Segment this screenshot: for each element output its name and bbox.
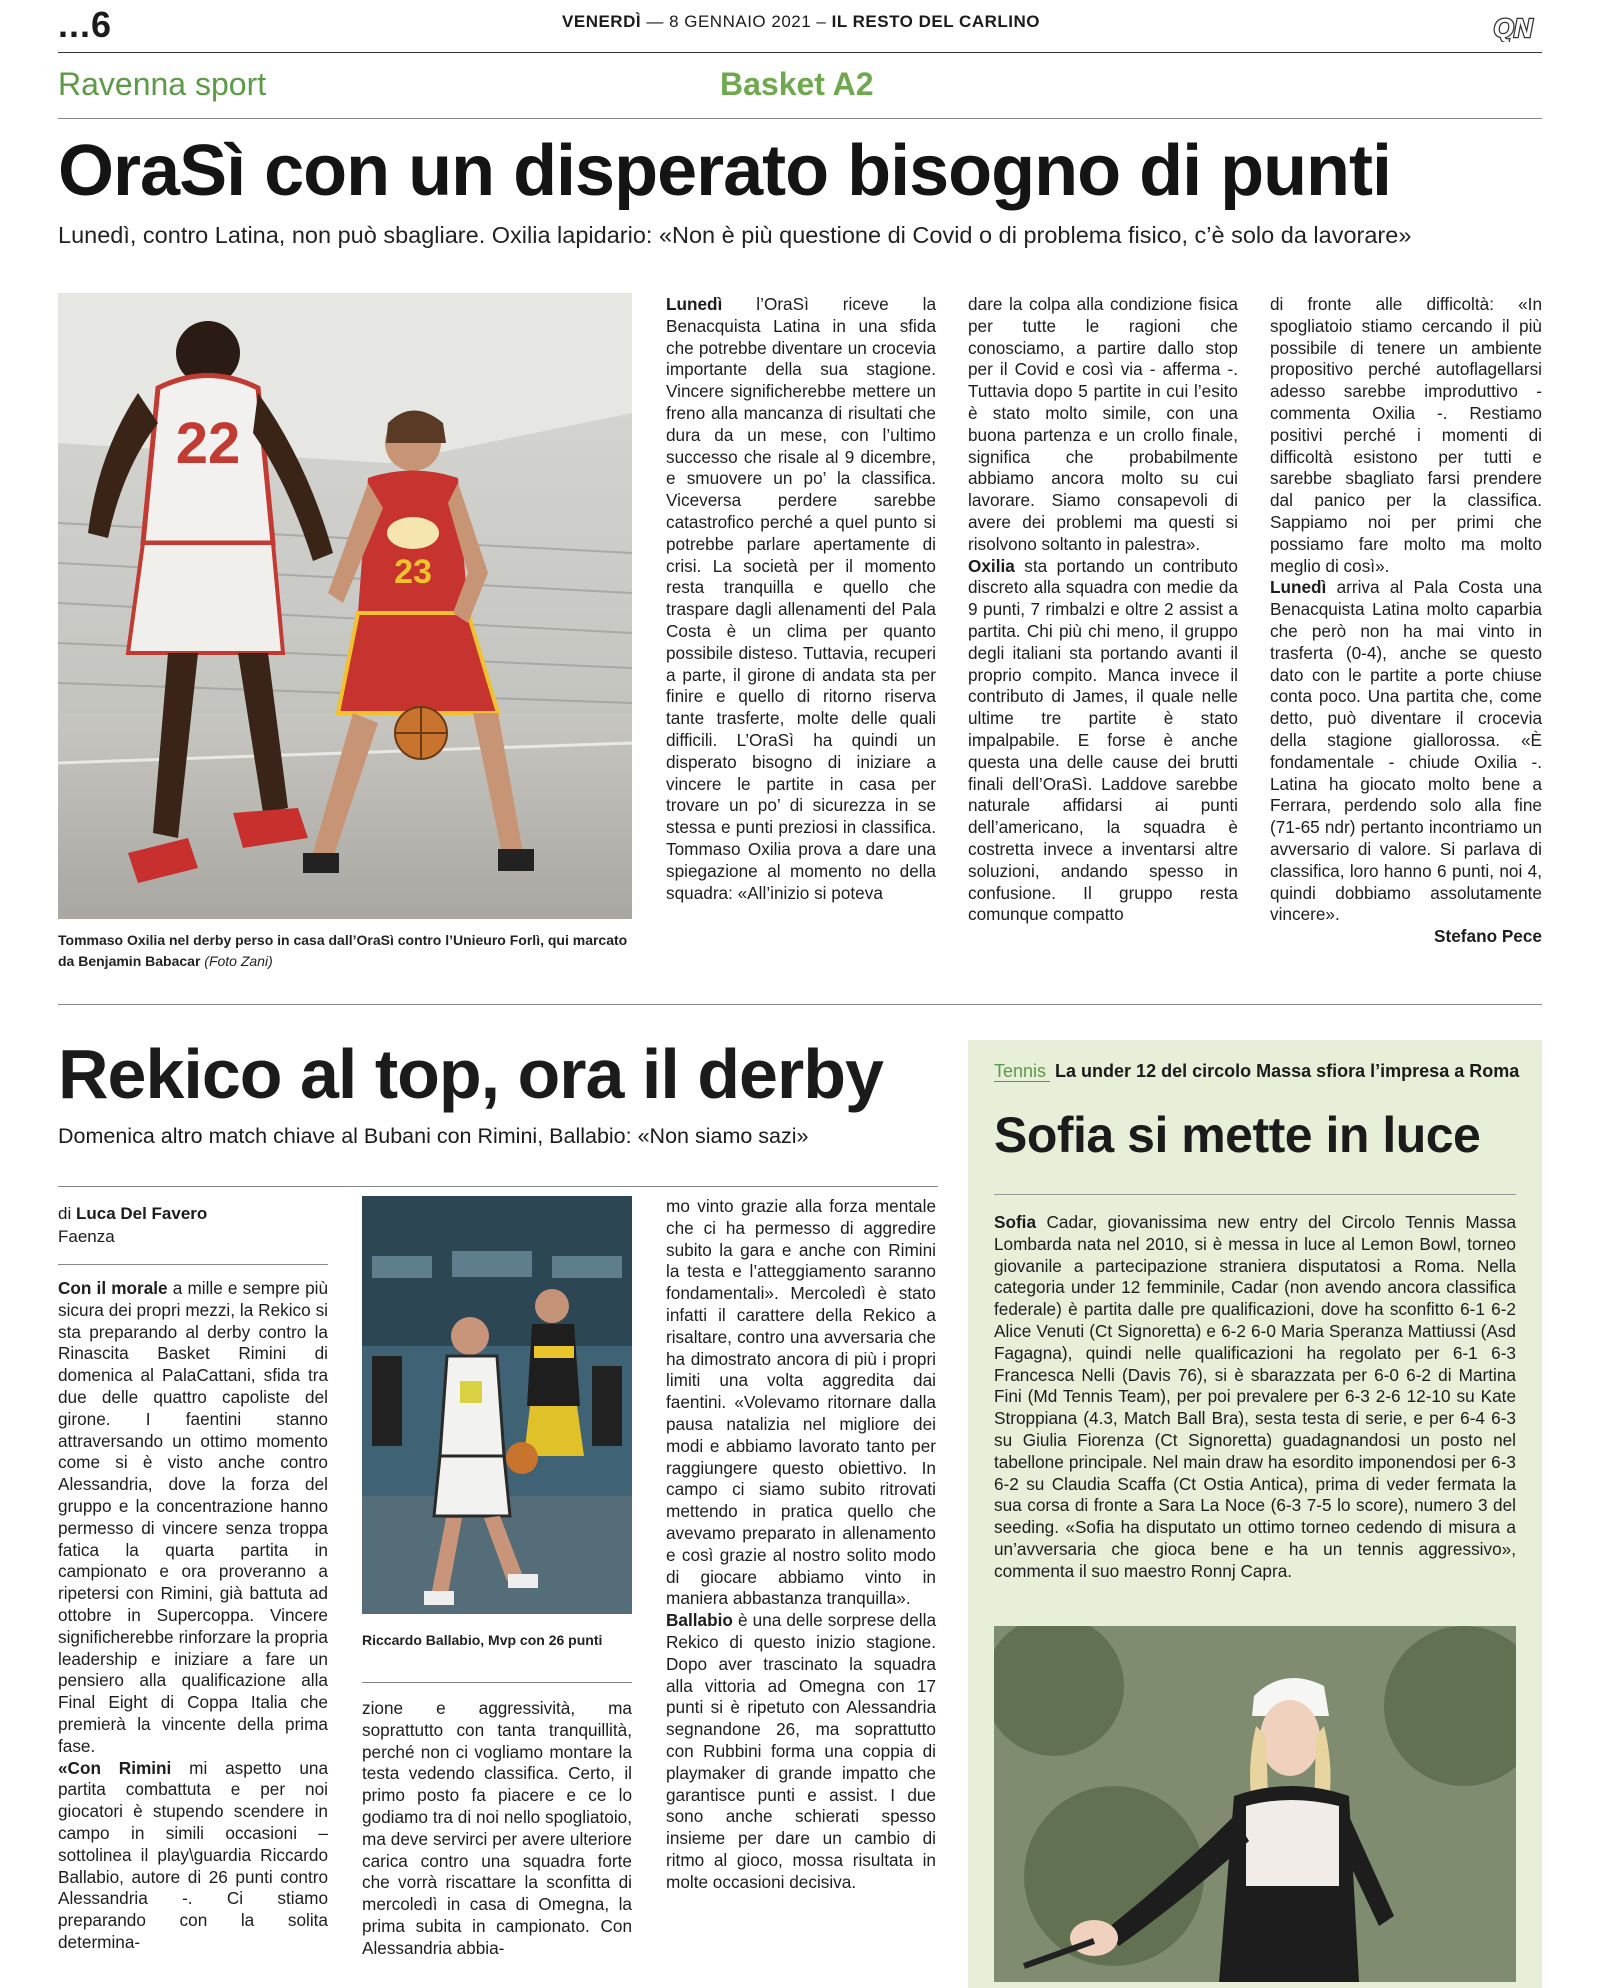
article2-col3-text: mo vinto grazie alla forza mentale che ci ha permesso di aggredire subito la gara e anche con Rimini la testa e l’atteggiamento saranno fondamentali». Mercoledì è stato infatti il carattere della Rekico a risaltare, contro una avversaria che ha dimostrato ancora di più i propri limiti una volta aggredita dai faentini. «Volevamo ritornare dalla pausa natalizia nel migliore dei modi e abbiamo lavorato tanto per raggiungere questo obiettivo. In campo ci siamo subito ritrovati mettendo in pratica quello che avevamo preparato in allenamento e così grazie al nostro solito modo di giocare abbiamo vinto in maniera abbastanza tranquilla». [666, 1196, 936, 1609]
article2-byline [58, 1202, 207, 1248]
article2-col1-lead2: «Con Rimini [58, 1757, 172, 1778]
article2-col1-text2: mi aspetto una partita combattuta e per noi giocatori è stupendo scendere in campo in simili occasioni – sottolinea il play\guardia Riccardo Ballabio, autore di 26 punti contro Alessandria -. Ci stiamo preparando con la solita determina- [58, 1757, 328, 1952]
article3-text: Cadar, giovanissima new entry del Circolo Tennis Massa Lombarda nata nel 2010, si è messa in luce al Lemon Bowl, torneo giovanile a partecipazione straniera disputatosi a Roma. Nella categoria under 12 femminile, Cadar (non avendo ancora classifica federale) è partita dalle pre qualificazioni, dove ha sconfitto 6-1 6-2 Alice Venuti (Ct Signoretta) e 6-2 6-0 Maria Speranza Mattiussi (Asd Fagagna), quindi nelle qualificazioni ha regolato per 6-1 6-3 Francesca Nelli (Davis 76), si è sbarazzata per 6-0 6-2 di Martina Fini (Md Tennis Team), per poi prevalere per 6-3 2-6 12-10 su Kate Stroppiana (4.3, Match Ball Bra), sesta testa di serie, e per 6-4 6-3 su Giulia Fiorenza (Ct Signoretta) guadagnandosi un posto nel tabellone principale. Nel main draw ha esordito imponendosi per 6-3 6-2 su Claudia Scaffa (Ct Ostia Antica), prima di veder fermata la sua corsa di fronte a Sara La Noce (6-3 7-5 lo score), numero 3 del seeding. «Sofia ha disputato un ottimo torneo cedendo di misura a un’avversaria che gioca bene e ha un tennis aggressivo», commenta il suo maestro Ronnj Capra. [994, 1212, 1516, 1581]
qn-logo-text: QN [1493, 14, 1533, 42]
article1-signature: Stefano Pece [1434, 926, 1542, 947]
article3-kicker: La under 12 del circolo Massa sfiora l’impresa a Roma [1055, 1061, 1520, 1081]
masthead-dash-1: — [646, 12, 664, 31]
masthead-dash-2: – [816, 12, 827, 31]
tennis-photo-illustration [994, 1626, 1516, 1982]
article1-col3-lead: Lunedì [1270, 577, 1327, 598]
article1-kicker: Basket A2 [720, 66, 874, 102]
jersey-number-23: 23 [394, 553, 432, 591]
article1-title: OraSì con un disperato bisogno di punti [58, 131, 1392, 211]
article3-kicker-line [994, 1061, 1519, 1082]
article2-title: Rekico al top, ora il derby [58, 1035, 883, 1113]
article2-col3-text2: è una delle sorprese della Rekico di questo inizio stagione. Dopo aver trascinato la squadra alla vittoria ad Omegna con 17 punti si è ripetuto con Alessandria segnandone 26, ma soprattutto con Rubbini forma una coppia di playmaker di grande impatto che garantisce punti e assist. I due sono anche schierati spesso insieme per dare un cambio di ritmo al gioco, mossa risultata in molte occasioni decisiva. [666, 1610, 936, 1892]
article1-caption-credit: (Foto Zani) [204, 953, 273, 969]
article1-subtitle: Lunedì, contro Latina, non può sbagliare. Oxilia lapidario: «Non è più questione di Covid o di problema fisico, c’è solo da lavorare» [58, 222, 1412, 248]
page-number: ...6 [58, 4, 113, 45]
article1-photo [58, 293, 632, 919]
jersey-number-22: 22 [175, 411, 241, 476]
article2-rule [58, 1186, 938, 1187]
tennis-rule [994, 1194, 1516, 1195]
article2-col2-text: zione e aggressività, ma soprattutto con tanta tranquillità, perché non ci vogliamo montare la testa vedendo classifica. Certo, il primo posto fa piacere e ce lo godiamo tra di noi nello spogliatoio, ma deve servirci per avere ulteriore carica contro una squadra forte che vorrà riscattare la sconfitta di mercoledì in casa di Omegna, la prima subita in campionato. Con Alessandria abbia- [362, 1698, 632, 1958]
basketball [506, 1442, 538, 1474]
article2-photo-caption: Riccardo Ballabio, Mvp con 26 punti [362, 1632, 603, 1648]
article2-col1-lead: Con il morale [58, 1278, 168, 1298]
article2-col3-lead: Ballabio [666, 1610, 733, 1631]
article1-photo-caption [58, 930, 632, 972]
author-name: Luca Del Favero [75, 1204, 208, 1223]
middle-rule [58, 1004, 1542, 1005]
top-rule [58, 52, 1542, 53]
article1-caption-main: Tommaso Oxilia nel derby perso in casa dall’OraSì contro l’Unieuro Forlì, qui marcato da Benjamin Babacar [58, 932, 628, 969]
article2-column-3 [666, 1196, 936, 1894]
article2-photo [362, 1196, 632, 1614]
article2-subtitle: Domenica altro match chiave al Bubani con Rimini, Ballabio: «Non siamo sazi» [58, 1124, 809, 1148]
article2-column-2 [362, 1698, 632, 1960]
article2-column-1 [58, 1278, 328, 1954]
masthead-line [0, 12, 1602, 32]
article1-column-1 [666, 294, 936, 904]
dateline: Faenza [58, 1227, 115, 1246]
article3-body [994, 1212, 1516, 1583]
article3-lead: Sofia [994, 1212, 1037, 1232]
masthead-paper: IL RESTO DEL CARLINO [831, 12, 1040, 31]
masthead-date: 8 GENNAIO 2021 [669, 12, 812, 31]
author-prefix: di [58, 1204, 72, 1223]
article1-col3-text2: arriva al Pala Costa una Benacquista Latina molto caparbia che però non ha mai vinto in trasferta (0-4), anche se questo dato con le partite a porte chiuse conta poco. Una partita che, come detto, può diventare il crocevia della stagione giallorossa. «È fondamentale - chiude Oxilia -. Latina ha giocato molto bene a Ferrara, perdendo solo alla fine (71-65 ndr) pertanto incontriamo un avversario di valore. Si parlava di classifica, loro hanno 6 punti, noi 4, quindi dobbiamo assolutamente vincere». [1270, 577, 1542, 925]
article1-column-3 [1270, 294, 1542, 948]
article1-col2-text2: sta portando un contributo discreto alla squadra con medie da 9 punti, 7 rimbalzi e oltre 2 assist a partita. Chi più chi meno, il gruppo degli italiani sta portando avanti il proprio compito. Manca invece il contributo di James, il quale nelle ultime tre partite è stato impalpabile. E forse è anche questa una delle cause dei brutti finali dell’OraSì. Laddove sarebbe naturale affidarsi ai punti dell’americano, la squadra è costretta invece a inventarsi altre soluzioni, andando spesso in confusione. Il gruppo resta comunque compatto [968, 555, 1238, 925]
article1-col2-text: dare la colpa alla condizione fisica per tutte le ragioni che conosciamo, a partire dallo stop per il Covid e così via - afferma -. Tuttavia dopo 5 partite in cui l’esito è stato molto simile, con una buona partenza e un crollo finale, significa che probabilmente abbiamo ancora molto su cui lavorare. Siamo consapevoli di avere dei problemi ma questi si risolvono soltanto in palestra». [968, 294, 1238, 554]
basketball-photo-illustration [58, 293, 632, 919]
article1-col3-text: di fronte alle difficoltà: «In spogliatoio stiamo cercando il più possibile di tenere un ambiente propositivo perché autoflagellarsi adesso sarebbe improduttivo - commenta Oxilia -. Restiamo positivi perché i momenti di difficoltà esistono per tutti e sarebbe sbagliato farsi prendere dal panico per la classifica. Sappiamo noi per primi che possiamo fare molto ma molto meglio di così». [1270, 294, 1542, 576]
caption-rule [362, 1682, 632, 1683]
article1-column-2 [968, 294, 1238, 926]
byline-rule [58, 1264, 328, 1265]
qn-logo [1484, 14, 1542, 42]
section-title: Ravenna sport [58, 66, 267, 102]
article3-tag: Tennis [994, 1061, 1050, 1082]
article1-col1-lead: Lunedì [666, 294, 723, 314]
section-rule [58, 118, 1542, 119]
article1-col2-lead: Oxilia [968, 555, 1015, 576]
article1-col1-text: l’OraSì riceve la Benacquista Latina in una sfida che potrebbe diventare un crocevia importante della sua stagione. Vincere significherebbe mettere un freno alla mancanza di risultati che dura da un mese, con l’ultimo successo che risale al 9 dicembre, e smuovere un po’ la classifica. Viceversa perdere sarebbe catastrofico perché a quel punto si potrebbe parlare apertamente di crisi. La società per il momento resta tranquilla e quello che traspare dagli allenamenti del Pala Costa è un clima per quanto possibile disteso. Tuttavia, recuperi a parte, il girone di andata sta per finire e quello di ritorno riserva tante trasferte, molte delle quali difficili. L’OraSì ha quindi un disperato bisogno di iniziare a vincere le partite in casa per trovare un po’ di sicurezza in se stessa e punti preziosi in classifica. Tommaso Oxilia prova a dare una spiegazione al momento no della squadra: «All’inizio si poteva [666, 294, 936, 903]
article3-title: Sofia si mette in luce [994, 1107, 1481, 1163]
article3-photo [994, 1626, 1516, 1982]
ballabio-photo-illustration [362, 1196, 632, 1614]
article2-col1-text: a mille e sempre più sicura dei propri mezzi, la Rekico si sta preparando al derby contro la Rinascita Basket Rimini di domenica al PalaCattani, sfida tra due delle quattro capoliste del girone. I faentini stanno attraversando un ottimo momento come si è visto anche contro Alessandria, dove la forza del gruppo e la concentrazione hanno permesso di vincere senza troppa fatica la quarta partita in campionato e ora proveranno a ripetersi con Rimini, già battuta ad ottobre in Supercoppa. Vincere significherebbe rinforzare la propria leadership e iniziare a fare un pensiero alla qualificazione alla Final Eight di Coppa Italia che premierà la vincente della prima fase. [58, 1278, 329, 1756]
masthead-day: VENERDÌ [562, 12, 642, 31]
